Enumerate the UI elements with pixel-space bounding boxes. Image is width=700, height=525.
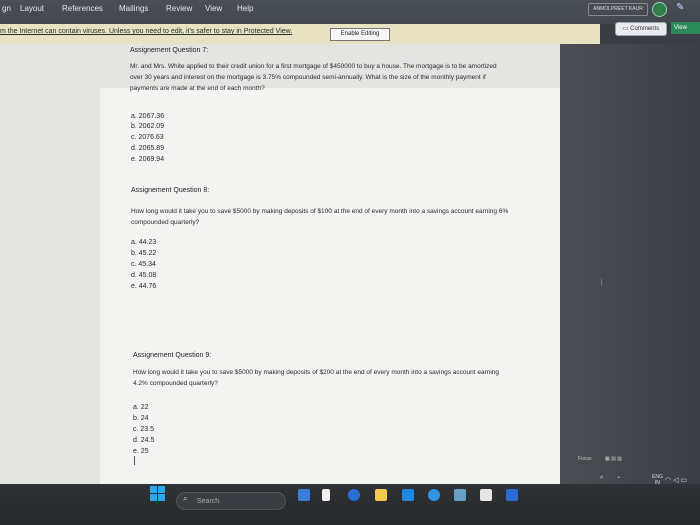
status-bar [578,456,622,462]
question-9-text: How long would it take you to save $5000 by making deposits of $200 at the end of every month into a savings account earning 4.2% compounded quarterly? [133,369,500,387]
question-8-option-c: c. 45.34 [131,261,156,268]
question-8-text: How long would it take you to save $5000 by making deposits of $100 at the end of every month into a savings account earning 6% compounded quarterly? [131,208,509,226]
app-icon-l[interactable] [322,489,330,501]
cloud-icon[interactable]: ◔ [616,475,621,482]
question-9-option-b: b. 24 [133,415,149,422]
avatar[interactable] [652,2,667,17]
focus-button[interactable]: Focus [578,456,592,462]
region-code: IN [654,480,660,486]
comments-button[interactable] [615,22,667,36]
question-9-title: Assignement Question 9: [133,352,212,359]
question-8-option-b: b. 45.22 [131,250,157,257]
question-7-option-d: d. 2065.89 [131,145,165,152]
mouse-ibeam-icon: I [600,277,604,289]
right-margin-area [560,44,700,484]
tab-design[interactable]: gn [2,4,11,13]
app-icon-calendar[interactable] [454,489,466,501]
text-caret [134,456,135,465]
enable-editing-button[interactable]: Enable Editing [330,28,390,41]
question-7-option-c: c. 2076.63 [131,134,164,141]
app-icon-hub[interactable] [480,489,492,501]
document-page [0,44,560,484]
search-icon: ⌕ [183,494,188,503]
question-8-option-a: a. 44.23 [131,239,157,246]
ribbon-bar [0,0,700,24]
protected-view-bar [0,24,600,44]
tab-review[interactable]: Review [166,4,193,13]
lang-code: ENG [652,474,663,480]
taskbar-search-input[interactable]: Search [176,492,286,510]
question-7-option-a: a. 2067.36 [131,113,165,120]
tab-references[interactable]: References [62,4,103,13]
wifi-icon[interactable]: ◠ [665,477,672,484]
question-7-option-b: b. 2062.09 [131,123,165,130]
tab-mailings[interactable]: Mailings [119,4,149,13]
comments-button-label: Comments [630,26,660,32]
battery-icon[interactable]: ▭ [680,477,688,484]
word-icon[interactable] [506,489,518,501]
question-8-title: Assignement Question 8: [131,187,210,194]
question-9-option-d: d. 24.5 [133,437,155,444]
pen-icon[interactable]: ✎ [676,2,685,13]
chevron-up-icon[interactable]: ^ [600,476,604,483]
tab-view[interactable]: View [205,4,223,13]
tab-layout[interactable]: Layout [20,4,45,13]
file-explorer-icon[interactable] [375,489,387,501]
question-9-option-e: e. 25 [133,448,149,455]
app-icon-chat[interactable] [348,489,360,501]
question-8-option-d: d. 45.08 [131,272,157,279]
protected-view-message: m the Internet can contain viruses. Unless you need to edit, it's safer to stay in Protected View. [0,28,293,35]
tab-help[interactable]: Help [237,4,254,13]
app-icon-store[interactable] [402,489,414,501]
windows-start-button[interactable] [150,486,166,502]
app-icon-widgets[interactable] [298,489,310,501]
question-7-text: Mr. and Mrs. White applied to their credit union for a first mortgage of $450000 to buy a house. The mortgage is to be amortized over 30 years and interest on the mortgage is 3.75% compounded semi-annually. What is the size of the monthly payment if payments are made at the end of each month? [130,63,497,92]
document-body [100,88,560,508]
question-7-option-e: e. 2069.94 [131,156,165,163]
user-account-chip[interactable]: ANMOLPREET KAUR [588,3,648,16]
question-9-option-a: a. 22 [133,404,149,411]
browser-icon[interactable] [428,489,440,501]
volume-icon[interactable]: ◁ [673,477,679,484]
question-8-option-e: e. 44.76 [131,283,157,290]
language-indicator[interactable] [652,474,663,486]
system-tray [665,476,687,484]
comment-icon: ▭ [622,26,629,32]
view-button[interactable]: View [671,22,700,34]
question-9-option-c: c. 23.5 [133,426,155,433]
view-mode-icon[interactable]: ▦ ▤ ▥ [605,456,622,462]
question-7-title: Assignement Question 7: [130,47,209,54]
